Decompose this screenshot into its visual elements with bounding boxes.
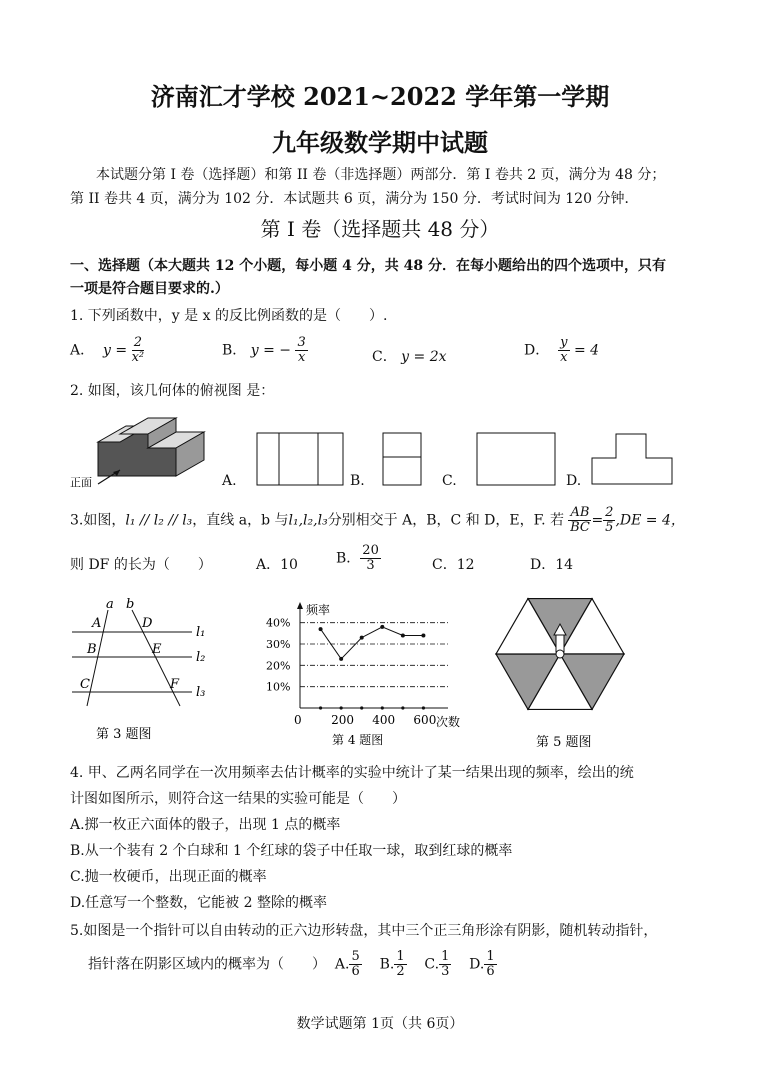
origin-label: 0 bbox=[294, 713, 302, 727]
q4-line1: 4. 甲、乙两名同学在一次用频率去估计概率的实验中统计了某一结果出现的频率，绘出的统 bbox=[70, 765, 634, 781]
x-axis-tick bbox=[422, 706, 425, 709]
x-axis-tick bbox=[340, 706, 343, 709]
pointer-pivot bbox=[556, 650, 564, 658]
y-tick-label: 40% bbox=[266, 616, 291, 630]
fig3-caption: 第 3 题图 bbox=[96, 727, 152, 742]
data-point bbox=[319, 627, 323, 631]
data-point bbox=[380, 625, 384, 629]
q2-option-c: C. bbox=[442, 473, 457, 489]
q3-stem: 3.如图，l₁ // l₂ // l₃，直线 a，b 与l₁,l₂,l₃分别相交于 A，B，C 和 D，E，F. 若 $\frac{AB}{BC}$ = $\frac{2}{5}$ ,DE = 4， bbox=[70, 505, 685, 535]
point-F: F bbox=[170, 677, 180, 692]
x-tick-label: 400 bbox=[372, 713, 396, 727]
fig5-hexagon-spinner bbox=[490, 592, 640, 758]
q1-option-d: D． $\frac{y}{x}$ = 4 bbox=[524, 335, 600, 365]
q4-option-b: B.从一个装有 2 个白球和 1 个红球的袋子中任取一球，取到红球的概率 bbox=[70, 843, 513, 859]
data-point bbox=[339, 657, 343, 661]
q2-option-d: D. bbox=[566, 473, 582, 489]
q5-line1: 5.如图是一个指针可以自由转动的正六边形转盘，其中三个正三角形涂有阴影，随机转动指针， bbox=[70, 923, 658, 939]
q1-option-c: C． y = 2x bbox=[372, 349, 447, 365]
x-axis-tick bbox=[381, 706, 384, 709]
fig4-frequency-chart bbox=[262, 596, 482, 756]
q5-line2: 指针落在阴影区域内的概率为（ ） A. $\frac{5}{6}$ B. $\frac{1}{2}$ C. $\frac{1}{3}$ D. $\frac{1}{6}$ bbox=[88, 949, 495, 979]
section-title: 第 I 卷（选择题共 48 分） bbox=[260, 217, 500, 241]
q2-figure-b bbox=[382, 432, 424, 488]
frequency-series-line bbox=[321, 627, 424, 659]
x-axis-tick bbox=[319, 706, 322, 709]
q3-option-b: B． $\frac{20}{3}$ bbox=[336, 543, 379, 573]
intro-line-2: 第 II 卷共 4 页，满分为 102 分．本试题共 6 页，满分为 150 分．考试时间为 120 分钟． bbox=[70, 191, 639, 207]
q4-option-c: C.抛一枚硬币，出现正面的概率 bbox=[70, 869, 267, 885]
point-A: A bbox=[92, 616, 102, 631]
q2-figure-d bbox=[590, 432, 674, 488]
label-l2: l₂ bbox=[196, 650, 206, 665]
q4-option-a: A.掷一枚正六面体的骰子，出现 1 点的概率 bbox=[70, 817, 341, 833]
label-b: b bbox=[126, 597, 135, 612]
y-axis-title: 频率 bbox=[306, 603, 331, 617]
part-heading-2: 一项是符合题目要求的.） bbox=[70, 281, 229, 297]
front-label: 正面 bbox=[70, 476, 92, 489]
point-C: C bbox=[80, 677, 90, 692]
q2-solid-figure bbox=[68, 408, 218, 492]
q3-line2: 则 DF 的长为（ ） bbox=[70, 557, 212, 573]
q2-option-b: B. bbox=[350, 473, 365, 489]
q2-figure-a bbox=[256, 432, 346, 488]
q1-option-b: B． y = − $\frac{3}{x}$ bbox=[222, 335, 306, 365]
y-tick-label: 30% bbox=[266, 638, 291, 651]
x-axis-tick bbox=[401, 706, 404, 709]
data-point bbox=[421, 633, 425, 637]
x-tick-label: 200 bbox=[331, 713, 355, 727]
y-tick-label: 10% bbox=[266, 680, 291, 694]
y-tick-label: 20% bbox=[266, 659, 291, 673]
x-axis-tick bbox=[360, 706, 363, 709]
q4-line2: 计图如图所示，则符合这一结果的实验可能是（ ） bbox=[70, 791, 406, 807]
part-heading-1: 一、选择题（本大题共 12 个小题，每小题 4 分，共 48 分．在每小题给出的四个选项中，只有 bbox=[70, 258, 666, 274]
x-tick-label: 600 bbox=[413, 713, 437, 727]
q3-option-a: A．10 bbox=[256, 557, 298, 573]
q2-option-a: A. bbox=[222, 473, 237, 489]
label-l1: l₁ bbox=[196, 625, 206, 640]
page-footer: 数学试题第 1页（共 6页） bbox=[296, 1016, 464, 1032]
pointer-shaft bbox=[556, 634, 564, 652]
label-l3: l₃ bbox=[196, 685, 206, 700]
q2-figure-c bbox=[476, 432, 558, 488]
data-point bbox=[360, 636, 364, 640]
q4-option-d: D.任意写一个整数，它能被 2 整除的概率 bbox=[70, 895, 327, 911]
q1-stem: 1. 下列函数中，y 是 x 的反比例函数的是（ ）. bbox=[70, 308, 388, 324]
fig3-parallel-lines bbox=[70, 596, 220, 756]
y-axis-arrow bbox=[297, 602, 303, 609]
intro-line-1: 本试题分第 I 卷（选择题）和第 II 卷（非选择题）两部分．第 I 卷共 2 页，满分为 48 分； bbox=[96, 167, 666, 183]
fig5-caption: 第 5 题图 bbox=[536, 735, 592, 750]
label-a: a bbox=[106, 597, 114, 612]
point-D: D bbox=[142, 616, 153, 631]
fig4-caption: 第 4 题图 bbox=[332, 733, 384, 747]
point-B: B bbox=[87, 642, 97, 657]
q1-option-a: A． y = $\frac{2}{\text{x²}}$ bbox=[70, 335, 145, 365]
data-point bbox=[401, 633, 405, 637]
q2-stem: 2. 如图，该几何体的俯视图 是： bbox=[70, 383, 275, 399]
exam-title-school: 济南汇才学校 2021~2022 学年第一学期 bbox=[150, 82, 610, 111]
q3-option-c: C．12 bbox=[432, 557, 475, 573]
point-E: E bbox=[152, 642, 162, 657]
exam-title-subject: 九年级数学期中试题 bbox=[272, 128, 488, 157]
q3-option-d: D．14 bbox=[530, 557, 574, 573]
x-axis-title: 次数 bbox=[436, 715, 461, 729]
